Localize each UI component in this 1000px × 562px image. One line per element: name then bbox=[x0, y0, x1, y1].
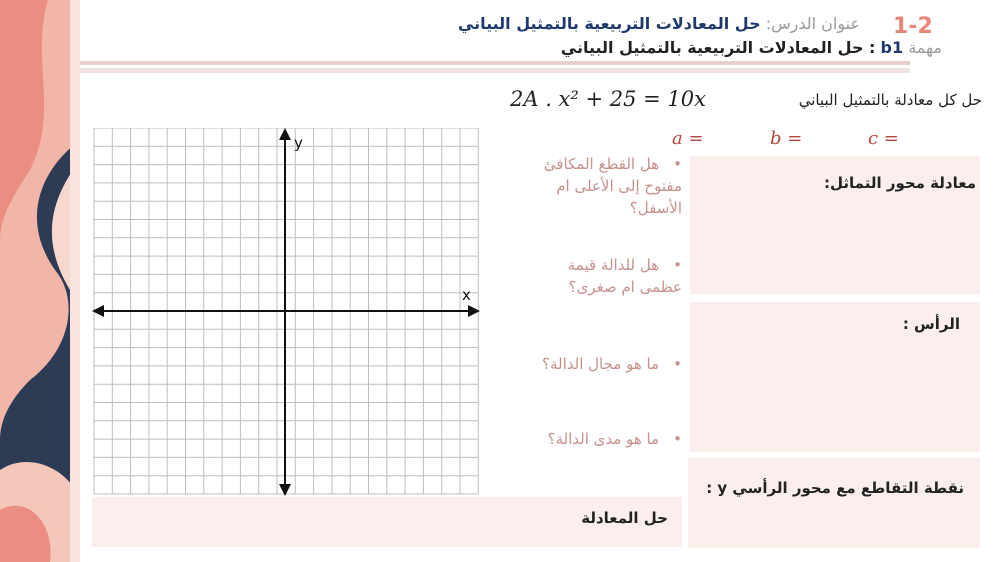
question-2-text: هل للدالة قيمة عظمى ام صغرى؟ bbox=[567, 256, 682, 296]
task-code: b1 bbox=[880, 38, 904, 57]
y-intercept-label: نقطة التقاطع مع محور الرأسي y : bbox=[706, 479, 964, 497]
question-bullet: • bbox=[673, 256, 682, 274]
header-divider-secondary bbox=[80, 68, 910, 73]
lesson-title: حل المعادلات التربيعية بالتمثيل البياني bbox=[457, 14, 761, 33]
question-2 bbox=[522, 254, 682, 298]
question-4-text: ما هو مدى الدالة؟ bbox=[547, 430, 660, 448]
header-divider bbox=[80, 61, 910, 65]
x-axis-label: x bbox=[462, 286, 471, 304]
lesson-label: عنوان الدرس: bbox=[765, 14, 860, 33]
task-title: : حل المعادلات التربيعية بالتمثيل البياني bbox=[560, 38, 876, 57]
question-bullet: • bbox=[673, 355, 682, 373]
y-intercept-box[interactable] bbox=[688, 458, 980, 548]
question-3 bbox=[522, 353, 682, 375]
coefficient-c: c = bbox=[868, 128, 899, 149]
question-1 bbox=[522, 153, 682, 219]
lesson-title-line bbox=[458, 14, 860, 33]
solution-label: حل المعادلة bbox=[581, 509, 668, 527]
y-axis-label: y bbox=[294, 134, 303, 152]
question-4 bbox=[522, 428, 682, 450]
question-bullet: • bbox=[673, 430, 682, 448]
equation: 2A . x² + 25 = 10x bbox=[510, 87, 706, 111]
task-label: مهمة bbox=[908, 38, 942, 57]
task-title-line bbox=[561, 38, 942, 57]
axis-of-symmetry-label: معادلة محور التماثل: bbox=[824, 174, 976, 192]
question-bullet: • bbox=[673, 155, 682, 173]
question-1-text: هل القطع المكافئ مفتوح إلى الأعلى ام الأسفل؟ bbox=[543, 155, 682, 217]
decorative-wave-panel bbox=[0, 0, 80, 562]
question-3-text: ما هو مجال الدالة؟ bbox=[542, 355, 660, 373]
vertex-label: الرأس : bbox=[902, 315, 960, 333]
lesson-number: 1-2 bbox=[893, 14, 933, 39]
coefficient-a: a = bbox=[672, 128, 704, 149]
coefficient-b: b = bbox=[770, 128, 803, 149]
y-axis-arrow-up bbox=[279, 128, 291, 140]
instruction-text: حل كل معادلة بالتمثيل البياني bbox=[798, 91, 982, 109]
coordinate-grid[interactable] bbox=[92, 128, 480, 496]
